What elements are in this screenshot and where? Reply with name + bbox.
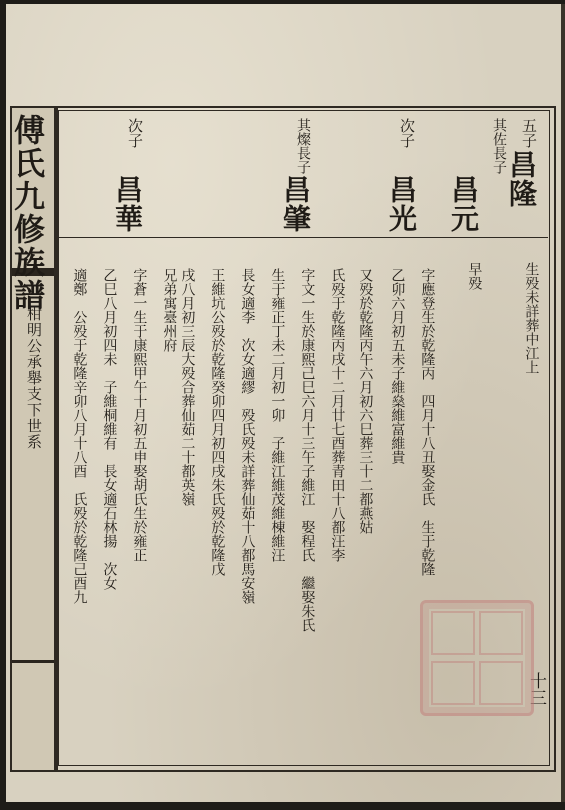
genealogy-title: 傅氏九修族譜 (8, 114, 44, 312)
entry-biography: 乙巳八月初四未 子維桐維有 長女適石林揚 次女 (101, 268, 118, 590)
entry-relation: 次子 (126, 118, 144, 148)
entry-name: 昌元 (447, 175, 480, 233)
entry-biography: 又殁於乾隆丙午六月初六巳葬三十二都燕姑 (357, 268, 374, 534)
entry-relation: 其燦長子 (295, 118, 311, 174)
collector-seal (420, 600, 534, 716)
entry-relation: 五子 (520, 118, 538, 148)
page-number: 十三 (526, 672, 546, 706)
entry-biography: 生于雍正丁未二月初一卯 子維江維茂維棟維汪 (269, 268, 286, 562)
entry-name: 昌光 (385, 175, 418, 233)
entry-biography: 字蒼一生于康熙甲午十月初五申娶胡氏生於雍正 (131, 268, 148, 562)
entry-relation: 次子 (398, 118, 416, 148)
entry-biography: 適鄭 公殁于乾隆辛卯八月十八酉 氏殁於乾隆己酉九 (71, 268, 88, 604)
entry-biography: 字應登生於乾隆丙 四月十八丑娶金氏 生于乾隆 (419, 268, 436, 576)
entry-biography: 兄弟寓臺州府 (161, 268, 178, 352)
entry-biography: 氏殁于乾隆丙戌十二月廿七酉葬青田十八都汪李 (329, 268, 346, 562)
entry-name: 昌隆 (505, 150, 538, 208)
entry-name: 昌華 (111, 175, 144, 233)
entry-name: 昌肇 (279, 175, 312, 233)
entry-biography: 長女適李 次女適繆 殁氏殁未詳葬仙茹十八都馬安嶺 (239, 268, 256, 604)
entry-biography: 字文一生於康熙己巳六月十三午子維江 娶程氏 繼娶朱氏 (299, 268, 316, 632)
entry-biography: 戌八月初三辰大殁合葬仙茹二十都英嶺 (179, 268, 196, 506)
entry-relation: 其佐長子 (491, 118, 507, 174)
branch-label: 柑明公承舉支下世系 (25, 306, 43, 450)
header-rule (58, 237, 548, 238)
entry-biography: 早殁 (466, 262, 483, 290)
spine-divider (12, 660, 56, 663)
entry-biography: 王維坑公殁於乾隆癸卯四月初四戌朱氏殁於乾隆戊 (209, 268, 226, 576)
entry-biography: 乙卯六月初五未子維燊維富維貴 (389, 268, 406, 464)
entry-biography: 生殁未詳葬中江上 (523, 262, 540, 374)
